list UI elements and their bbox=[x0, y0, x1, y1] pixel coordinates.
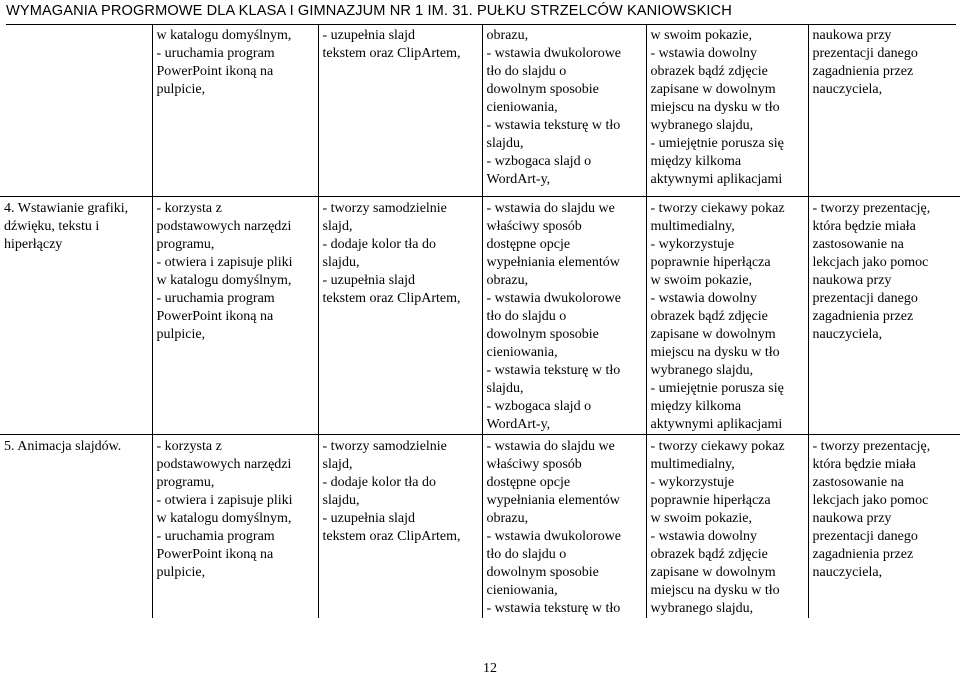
cell-text-line: pulpicie, bbox=[156, 565, 206, 580]
cell-text-line: - tworzy ciekawy pokaz bbox=[650, 439, 785, 454]
cell-text-line: slajdu, bbox=[486, 136, 524, 151]
page-number: 12 bbox=[483, 661, 497, 676]
table-row bbox=[0, 197, 960, 435]
cell-text-line: - tworzy ciekawy pokaz bbox=[650, 201, 785, 216]
cell-text-line: 4. Wstawianie grafiki, bbox=[4, 201, 129, 216]
cell-text-line: - otwiera i zapisuje pliki bbox=[156, 493, 293, 508]
cell-text-line: która będzie miała bbox=[812, 219, 916, 234]
cell-text-line: lekcjach jako pomoc bbox=[812, 493, 929, 508]
cell-text-line: - wzbogaca slajd o bbox=[486, 399, 592, 414]
cell-text-line: nauczyciela, bbox=[812, 82, 883, 97]
table-row bbox=[0, 24, 960, 197]
cell-text-line: - wstawia do slajdu we bbox=[486, 439, 615, 454]
cell-text-line: - wstawia dwukolorowe bbox=[486, 291, 622, 306]
cell-text-line: obrazek bądź zdjęcie bbox=[650, 64, 768, 79]
cell-text-line: - tworzy samodzielnie bbox=[322, 201, 447, 216]
cell-text-line: poprawnie hiperłącza bbox=[650, 493, 771, 508]
cell-grade-4 bbox=[482, 24, 646, 197]
cell-text-line: - wstawia teksturę w tło bbox=[486, 601, 621, 616]
cell-text-line: między kilkoma bbox=[650, 399, 742, 414]
cell-grade-5 bbox=[646, 197, 808, 435]
cell-text-line: w katalogu domyślnym, bbox=[156, 28, 292, 43]
cell-text-line: zapisane w dowolnym bbox=[650, 82, 776, 97]
cell-text-line: tekstem oraz ClipArtem, bbox=[322, 529, 461, 544]
cell-text-line: slajd, bbox=[322, 219, 353, 234]
cell-text-line: lekcjach jako pomoc bbox=[812, 255, 929, 270]
cell-text-line: tekstem oraz ClipArtem, bbox=[322, 291, 461, 306]
cell-text-line: obrazu, bbox=[486, 28, 529, 43]
cell-grade-6 bbox=[808, 24, 960, 197]
cell-text-line: tekstem oraz ClipArtem, bbox=[322, 46, 461, 61]
cell-text-line: aktywnymi aplikacjami bbox=[650, 172, 783, 187]
cell-text-line: nauczyciela, bbox=[812, 327, 883, 342]
cell-text-line: tło do slajdu o bbox=[486, 547, 567, 562]
cell-text-line: wypełniania elementów bbox=[486, 493, 620, 508]
cell-text-line: w swoim pokazie, bbox=[650, 511, 752, 526]
cell-text-line: - uzupełnia slajd bbox=[322, 28, 416, 43]
cell-text-line: PowerPoint ikoną na bbox=[156, 547, 274, 562]
cell-text-line: - wstawia dowolny bbox=[650, 46, 758, 61]
cell-text-line: dowolnym sposobie bbox=[486, 82, 599, 97]
document-title: WYMAGANIA PROGRMOWE DLA KLASA I GIMNAZJUM NR 1 IM. 31. PUŁKU STRZELCÓW KANIOWSKICH bbox=[6, 3, 732, 19]
cell-text-line: - uzupełnia slajd bbox=[322, 273, 416, 288]
cell-topic bbox=[0, 197, 152, 435]
cell-text-line: tło do slajdu o bbox=[486, 309, 567, 324]
cell-text-line: miejscu na dysku w tło bbox=[650, 345, 780, 360]
cell-grade-5 bbox=[646, 24, 808, 197]
cell-text-line: - korzysta z bbox=[156, 439, 222, 454]
cell-text-line: zastosowanie na bbox=[812, 237, 904, 252]
cell-text-line: - tworzy samodzielnie bbox=[322, 439, 447, 454]
cell-text-line: - wzbogaca slajd o bbox=[486, 154, 592, 169]
cell-grade-2 bbox=[152, 24, 318, 197]
cell-text-line: obrazu, bbox=[486, 511, 529, 526]
cell-text-line: poprawnie hiperłącza bbox=[650, 255, 771, 270]
cell-text-line: zagadnienia przez bbox=[812, 547, 914, 562]
cell-text-line: zagadnienia przez bbox=[812, 64, 914, 79]
table-row bbox=[0, 435, 960, 619]
cell-text-line: - uzupełnia slajd bbox=[322, 511, 416, 526]
cell-text-line: w swoim pokazie, bbox=[650, 28, 752, 43]
cell-text-line: miejscu na dysku w tło bbox=[650, 100, 780, 115]
cell-text-line: pulpicie, bbox=[156, 327, 206, 342]
cell-text-line: - tworzy prezentację, bbox=[812, 439, 931, 454]
cell-text-line: slajdu, bbox=[486, 381, 524, 396]
cell-text-line: cieniowania, bbox=[486, 345, 558, 360]
cell-text-line: tło do slajdu o bbox=[486, 64, 567, 79]
cell-text-line: prezentacji danego bbox=[812, 291, 918, 306]
cell-text-line: dostępne opcje bbox=[486, 475, 571, 490]
cell-text-line: naukowa przy bbox=[812, 511, 892, 526]
cell-text-line: programu, bbox=[156, 237, 215, 252]
cell-text-line: slajd, bbox=[322, 457, 353, 472]
table-body bbox=[0, 24, 960, 618]
cell-text-line: - wstawia dowolny bbox=[650, 529, 758, 544]
cell-topic bbox=[0, 24, 152, 197]
cell-grade-3 bbox=[318, 435, 482, 619]
cell-grade-2 bbox=[152, 197, 318, 435]
cell-text-line: - dodaje kolor tła do bbox=[322, 237, 437, 252]
cell-text-line: - uruchamia program bbox=[156, 529, 275, 544]
cell-text-line: - tworzy prezentację, bbox=[812, 201, 931, 216]
cell-text-line: - wstawia teksturę w tło bbox=[486, 118, 621, 133]
cell-text-line: - korzysta z bbox=[156, 201, 222, 216]
cell-text-line: dowolnym sposobie bbox=[486, 565, 599, 580]
cell-text-line: - umiejętnie porusza się bbox=[650, 136, 784, 151]
cell-text-line: podstawowych narzędzi bbox=[156, 457, 292, 472]
cell-text-line: obrazek bądź zdjęcie bbox=[650, 309, 768, 324]
cell-text-line: obrazu, bbox=[486, 273, 529, 288]
requirements-table bbox=[0, 24, 960, 618]
cell-grade-5 bbox=[646, 435, 808, 619]
cell-text-line: - wykorzystuje bbox=[650, 475, 735, 490]
cell-text-line: właściwy sposób bbox=[486, 457, 582, 472]
cell-text-line: dźwięku, tekstu i bbox=[4, 219, 100, 234]
cell-text-line: hiperłączy bbox=[4, 237, 63, 252]
cell-grade-6 bbox=[808, 435, 960, 619]
cell-text-line: 5. Animacja slajdów. bbox=[4, 439, 122, 454]
cell-text-line: - wstawia teksturę w tło bbox=[486, 363, 621, 378]
cell-text-line: - wstawia dwukolorowe bbox=[486, 529, 622, 544]
cell-text-line: zagadnienia przez bbox=[812, 309, 914, 324]
cell-text-line: nauczyciela, bbox=[812, 565, 883, 580]
cell-topic bbox=[0, 435, 152, 619]
cell-grade-3 bbox=[318, 197, 482, 435]
cell-grade-2 bbox=[152, 435, 318, 619]
cell-text-line: dowolnym sposobie bbox=[486, 327, 599, 342]
cell-text-line: podstawowych narzędzi bbox=[156, 219, 292, 234]
cell-text-line: wybranego slajdu, bbox=[650, 601, 754, 616]
cell-text-line: pulpicie, bbox=[156, 82, 206, 97]
cell-text-line: PowerPoint ikoną na bbox=[156, 309, 274, 324]
cell-text-line: obrazek bądź zdjęcie bbox=[650, 547, 768, 562]
cell-text-line: miejscu na dysku w tło bbox=[650, 583, 780, 598]
cell-text-line: - uruchamia program bbox=[156, 46, 275, 61]
cell-text-line: zapisane w dowolnym bbox=[650, 327, 776, 342]
cell-text-line: w swoim pokazie, bbox=[650, 273, 752, 288]
cell-grade-4 bbox=[482, 435, 646, 619]
cell-text-line: - wykorzystuje bbox=[650, 237, 735, 252]
cell-text-line: slajdu, bbox=[322, 255, 360, 270]
cell-text-line: w katalogu domyślnym, bbox=[156, 273, 292, 288]
cell-text-line: multimedialny, bbox=[650, 219, 735, 234]
cell-text-line: programu, bbox=[156, 475, 215, 490]
cell-text-line: - wstawia do slajdu we bbox=[486, 201, 615, 216]
cell-text-line: zastosowanie na bbox=[812, 475, 904, 490]
cell-grade-6 bbox=[808, 197, 960, 435]
cell-text-line: zapisane w dowolnym bbox=[650, 565, 776, 580]
cell-grade-3 bbox=[318, 24, 482, 197]
page-header bbox=[6, 0, 956, 25]
cell-text-line: wybranego slajdu, bbox=[650, 363, 754, 378]
cell-text-line: - uruchamia program bbox=[156, 291, 275, 306]
cell-grade-4 bbox=[482, 197, 646, 435]
cell-text-line: wypełniania elementów bbox=[486, 255, 620, 270]
cell-text-line: - dodaje kolor tła do bbox=[322, 475, 437, 490]
cell-text-line: WordArt-y, bbox=[486, 172, 551, 187]
cell-text-line: właściwy sposób bbox=[486, 219, 582, 234]
cell-text-line: - otwiera i zapisuje pliki bbox=[156, 255, 293, 270]
cell-text-line: która będzie miała bbox=[812, 457, 916, 472]
cell-text-line: PowerPoint ikoną na bbox=[156, 64, 274, 79]
cell-text-line: - umiejętnie porusza się bbox=[650, 381, 784, 396]
cell-text-line: prezentacji danego bbox=[812, 46, 918, 61]
cell-text-line: dostępne opcje bbox=[486, 237, 571, 252]
cell-text-line: prezentacji danego bbox=[812, 529, 918, 544]
cell-text-line: naukowa przy bbox=[812, 28, 892, 43]
cell-text-line: slajdu, bbox=[322, 493, 360, 508]
cell-text-line: aktywnymi aplikacjami bbox=[650, 417, 783, 432]
cell-text-line: cieniowania, bbox=[486, 100, 558, 115]
cell-text-line: między kilkoma bbox=[650, 154, 742, 169]
cell-text-line: w katalogu domyślnym, bbox=[156, 511, 292, 526]
cell-text-line: multimedialny, bbox=[650, 457, 735, 472]
cell-text-line: - wstawia dowolny bbox=[650, 291, 758, 306]
cell-text-line: naukowa przy bbox=[812, 273, 892, 288]
cell-text-line: - wstawia dwukolorowe bbox=[486, 46, 622, 61]
cell-text-line: wybranego slajdu, bbox=[650, 118, 754, 133]
cell-text-line: WordArt-y, bbox=[486, 417, 551, 432]
cell-text-line: cieniowania, bbox=[486, 583, 558, 598]
